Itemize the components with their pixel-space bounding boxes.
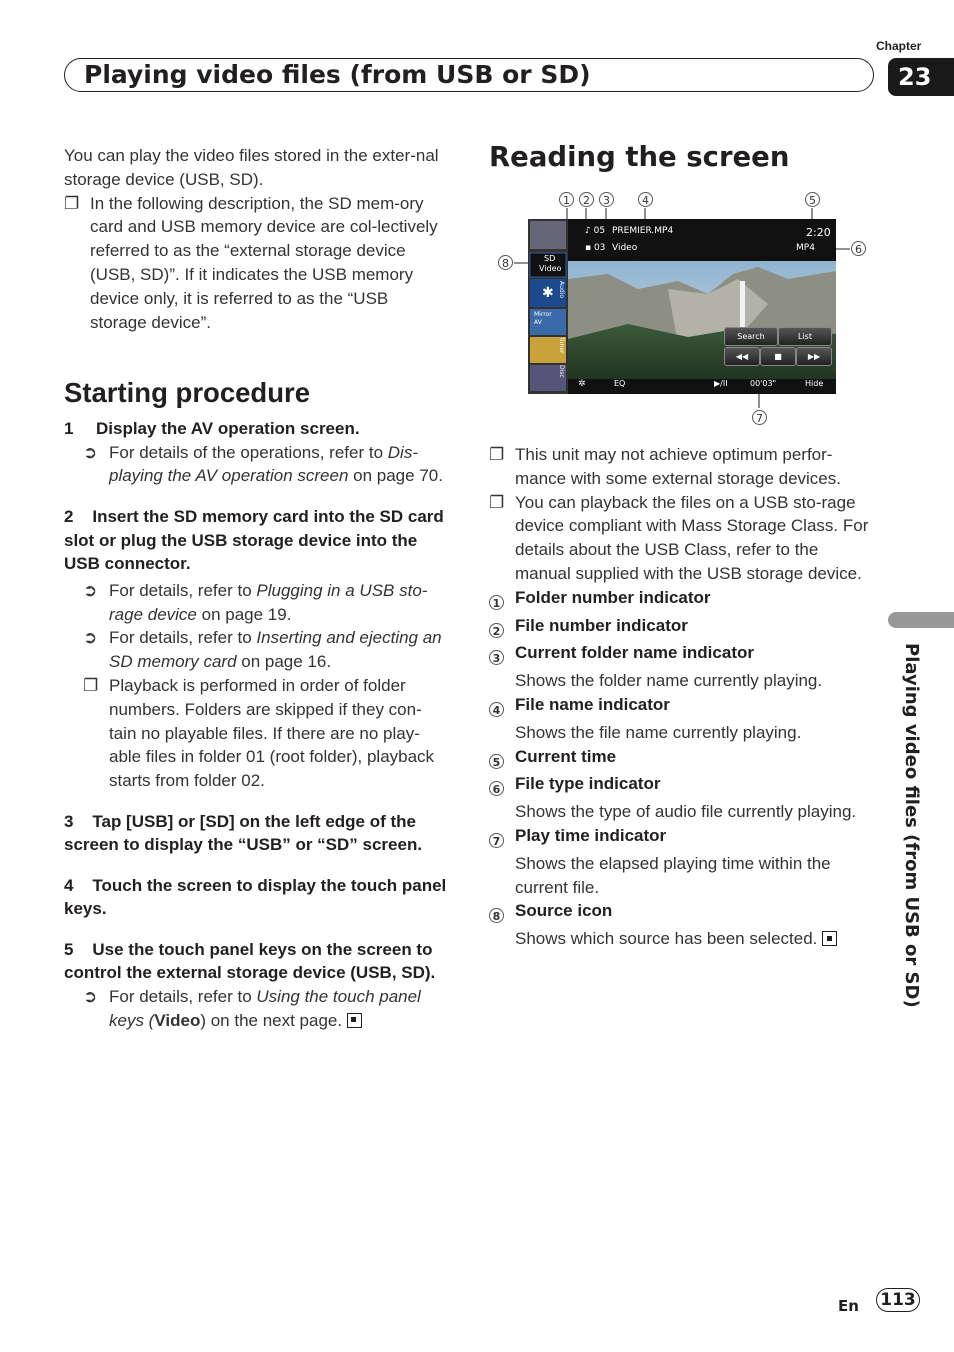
- ref-link[interactable]: Using the touch panel keys (: [109, 986, 421, 1030]
- item-num: 6: [489, 781, 504, 796]
- ref-text: For details, refer to: [109, 580, 257, 600]
- step-5-text: Use the touch panel keys on the screen to control the external storage device (USB, SD).: [64, 939, 436, 983]
- side-tab-title: Playing video files (from USB or SD): [901, 643, 922, 1008]
- ref-text: on page 19.: [196, 604, 292, 624]
- ref-text: For details, refer to: [109, 986, 257, 1006]
- play-time: 00'03": [750, 379, 777, 388]
- item-2: [489, 614, 873, 642]
- callout-4: 4: [638, 192, 653, 207]
- item-8: [489, 899, 873, 927]
- video-scenery: [528, 219, 836, 394]
- callout-7: 7: [752, 410, 767, 425]
- tab-disc[interactable]: Disc: [558, 365, 565, 378]
- arrow-icon: ➲: [83, 986, 98, 1006]
- reading-heading: Reading the screen: [489, 141, 790, 173]
- intro-note: [64, 192, 448, 335]
- intro-paragraph: You can play the video files stored in the exter-nal storage device (USB, SD).: [64, 146, 439, 189]
- step-2-text: Insert the SD memory card into the SD card slot or plug the USB storage device into the USB connector.: [64, 507, 444, 574]
- step-5-num: 5: [64, 939, 74, 959]
- item-7: [489, 824, 873, 852]
- item-8-desc: [489, 927, 873, 951]
- step-4-text: Touch the screen to display the touch panel keys.: [64, 875, 447, 919]
- callout-3: 3: [599, 192, 614, 207]
- mirror-av[interactable]: Mirror AV: [534, 311, 552, 326]
- callout-5: 5: [805, 192, 820, 207]
- item-1: [489, 586, 873, 614]
- folder-name: Video: [612, 243, 638, 253]
- source-sd[interactable]: SD: [544, 254, 556, 263]
- tab-tuner[interactable]: Tuner: [558, 337, 565, 354]
- step-1: [64, 417, 448, 441]
- step-3-num: 3: [64, 811, 74, 831]
- end-mark-icon: [347, 1013, 362, 1028]
- prev-button[interactable]: ◀◀: [724, 347, 760, 366]
- note-2: [489, 491, 873, 586]
- list-button[interactable]: List: [778, 327, 832, 346]
- step-2-note-text: Playback is performed in order of folder numbers. Folders are skipped if they con-tain no playable files. If there are no play-able files in folder 01 (root folder), playback starts from folder 02.: [109, 675, 435, 791]
- item-title: Current folder name indicator: [515, 643, 754, 663]
- step-2-num: 2: [64, 507, 74, 527]
- item-num: 7: [489, 833, 504, 848]
- item-title: File type indicator: [515, 774, 661, 794]
- chapter-label: Chapter: [876, 39, 922, 53]
- step-5: [64, 938, 448, 985]
- step-2-note: [64, 674, 448, 793]
- step-1-num: 1: [64, 419, 74, 439]
- step-2-ref-2: [64, 626, 448, 674]
- note-box-icon: ❐: [489, 445, 505, 464]
- intro-note-text: In the following description, the SD mem-ory card and USB memory device are col-lectively referred to as the “external storage device (USB, SD)”. If it indicates the USB memory device only, it is referred to as the “USB storage device”.: [90, 193, 438, 332]
- item-6: [489, 772, 873, 800]
- ref-link[interactable]: Plugging in a USB sto-rage device: [109, 580, 428, 624]
- item-3: [489, 641, 873, 669]
- item-title: Folder number indicator: [515, 587, 711, 607]
- file-type: MP4: [796, 243, 815, 253]
- stop-button[interactable]: ■: [760, 347, 796, 366]
- note-1-text: This unit may not achieve optimum perfor-mance with some external storage devices.: [515, 445, 841, 488]
- step-1-text: Display the AV operation screen.: [96, 419, 360, 439]
- item-4: [489, 693, 873, 721]
- item-num: 5: [489, 754, 504, 769]
- item-title: File name indicator: [515, 694, 670, 714]
- tab-audio[interactable]: Audio: [558, 281, 565, 299]
- page-number: 113: [876, 1288, 920, 1312]
- callout-1: 1: [559, 192, 574, 207]
- item-num: 4: [489, 702, 504, 717]
- next-button[interactable]: ▶▶: [796, 347, 832, 366]
- ref-text: on page 70.: [348, 466, 443, 486]
- search-button[interactable]: Search: [724, 327, 778, 346]
- side-tab-marker: [888, 612, 954, 628]
- callout-2: 2: [579, 192, 594, 207]
- source-video[interactable]: Video: [539, 264, 562, 273]
- page-title: Playing video files (from USB or SD): [84, 60, 591, 89]
- callout-6: 6: [851, 241, 866, 256]
- file-number: ▪ 03: [585, 243, 606, 253]
- item-title: Source icon: [515, 901, 613, 921]
- item-desc: Shows the file name currently playing.: [515, 722, 802, 742]
- step-3: [64, 810, 448, 857]
- step-2: [64, 505, 448, 576]
- settings-gear-icon[interactable]: ✲: [578, 379, 586, 389]
- note-box-icon: ❐: [64, 193, 80, 213]
- item-desc: Shows the elapsed playing time within the current file.: [515, 853, 831, 897]
- callout-8: 8: [498, 255, 513, 270]
- item-num: 3: [489, 650, 504, 665]
- item-title: Current time: [515, 746, 617, 766]
- ref-bold: Video: [154, 1010, 201, 1030]
- left-column: [64, 144, 448, 1033]
- item-desc: Shows the folder name currently playing.: [515, 671, 823, 691]
- bluetooth-icon[interactable]: ✱: [542, 285, 554, 301]
- ref-text: ) on the next page.: [200, 1010, 343, 1030]
- step-4-num: 4: [64, 875, 74, 895]
- ref-link[interactable]: Inserting and ejecting an SD memory card: [109, 628, 442, 672]
- ref-text: on page 16.: [236, 652, 332, 672]
- step-3-text: Tap [USB] or [SD] on the left edge of the screen to display the “USB” or “SD” screen.: [64, 811, 423, 855]
- language-label: En: [838, 1297, 859, 1315]
- item-desc: Shows which source has been selected.: [515, 929, 818, 949]
- play-pause-button[interactable]: ▶/II: [714, 379, 728, 388]
- chapter-number: 23: [888, 58, 954, 96]
- item-num: 8: [489, 908, 504, 923]
- note-box-icon: ❐: [83, 675, 99, 695]
- eq-button[interactable]: EQ: [614, 379, 626, 388]
- arrow-icon: ➲: [83, 442, 98, 462]
- item-desc: Shows the type of audio file currently playing.: [515, 802, 857, 822]
- right-column: [489, 443, 873, 951]
- av-screen-illustration: [528, 219, 836, 394]
- folder-number: ♪ 05: [585, 226, 606, 236]
- file-name: PREMIER.MP4: [612, 226, 674, 236]
- item-5: [489, 745, 873, 773]
- note-1: [489, 443, 873, 491]
- hide-button[interactable]: Hide: [805, 379, 824, 388]
- item-title: File number indicator: [515, 615, 688, 635]
- step-5-ref: [64, 985, 448, 1033]
- step-4: [64, 874, 448, 921]
- ref-link[interactable]: Dis-playing the AV operation screen: [109, 442, 418, 486]
- note-box-icon: ❐: [489, 492, 505, 512]
- item-title: Play time indicator: [515, 825, 667, 845]
- end-mark-icon: [822, 931, 837, 946]
- step-1-ref: [64, 441, 448, 489]
- starting-heading: Starting procedure: [64, 377, 311, 409]
- arrow-icon: ➲: [83, 628, 98, 648]
- note-2-text: You can playback the files on a USB sto-rage device compliant with Mass Storage Class. For details about the USB Class, refer to the manual supplied with the USB storage device.: [515, 492, 869, 583]
- item-num: 1: [489, 595, 504, 610]
- step-2-ref-1: [64, 579, 448, 627]
- ref-text: For details, refer to: [109, 628, 257, 648]
- current-time: 2:20: [806, 226, 831, 239]
- ref-text: For details of the operations, refer to: [109, 442, 388, 462]
- item-num: 2: [489, 623, 504, 638]
- arrow-icon: ➲: [83, 580, 98, 600]
